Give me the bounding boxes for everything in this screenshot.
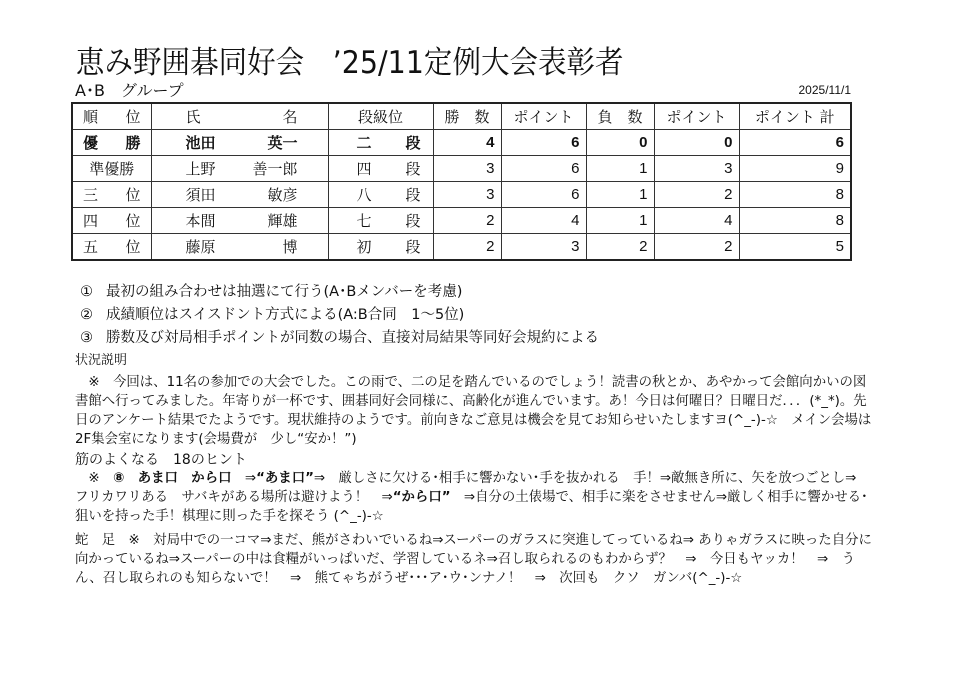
header-name: 氏 名 bbox=[151, 103, 328, 130]
results-table bbox=[71, 102, 852, 261]
name-cell: 本間 輝雄 bbox=[151, 208, 328, 234]
header-dan: 段級位 bbox=[328, 103, 433, 130]
table-row bbox=[72, 208, 851, 234]
loss-points-cell: 3 bbox=[654, 156, 739, 182]
rule-item: ① 最初の組み合わせは抽選にて行う(A･Bメンバーを考慮) bbox=[80, 284, 463, 300]
win-points-cell: 4 bbox=[501, 208, 586, 234]
wins-cell: 2 bbox=[433, 208, 501, 234]
win-points-cell: 6 bbox=[501, 156, 586, 182]
wins-cell: 3 bbox=[433, 156, 501, 182]
name-cell: 池田 英一 bbox=[151, 130, 328, 156]
total-points-cell: 8 bbox=[739, 182, 851, 208]
table-header-row bbox=[72, 103, 851, 130]
table-row bbox=[72, 182, 851, 208]
situation-text: ※ 今回は、11名の参加での大会でした。この雨で、二の足を踏んでいるのでしょう！読書の秋とか、あやかって会館向かいの図書館へ行ってみました。年寄りが一杯です、囲碁同好会同様に、高齢化が進んでいます。あ！今日は何曜日？日曜日だ．．．(*_*)。先日のアンケート結果でたようです。現状維持のようです。前向きなご意見は機会を見てお知らせいたしますヨ(^_-)-☆ メイン会場は2F集会室になります(会場費が 少し“安か！”) bbox=[75, 375, 872, 447]
hint-title: 筋のよくなる 18のヒント bbox=[75, 452, 247, 468]
header-win-points: ポイント bbox=[501, 103, 586, 130]
name-cell: 上野 善一郎 bbox=[151, 156, 328, 182]
total-points-cell: 6 bbox=[739, 130, 851, 156]
postscript-text: 蛇 足 ※ 対局中での一コマ⇒まだ、熊がさわいでいるね⇒スーパーのガラスに突進してっているね⇒ ありゃガラスに映った自分に向かっているね⇒スーパーの中は食糧がいっぱいだ、学習しているネ⇒召し取られるのもわからず？ ⇒ 今日もヤッカ！ ⇒ うん、召し取られのも知らないで！ ⇒ 熊てゃちがうぜ･･･ア･ウ･ンナノ！ ⇒ 次回も クソ ガンバ(^_-)-☆ bbox=[75, 533, 872, 586]
rules-list bbox=[78, 281, 599, 350]
wins-cell: 2 bbox=[433, 234, 501, 261]
dan-cell: 七 段 bbox=[328, 208, 433, 234]
win-points-cell: 6 bbox=[501, 182, 586, 208]
dan-cell: 四 段 bbox=[328, 156, 433, 182]
situation-label: 状況説明 bbox=[75, 353, 128, 368]
loss-points-cell: 2 bbox=[654, 234, 739, 261]
header-losses: 負 数 bbox=[586, 103, 654, 130]
rank-cell: 準優勝 bbox=[72, 156, 151, 182]
rank-cell: 三 位 bbox=[72, 182, 151, 208]
losses-cell: 0 bbox=[586, 130, 654, 156]
header-rank: 順 位 bbox=[72, 103, 151, 130]
total-points-cell: 5 bbox=[739, 234, 851, 261]
dan-cell: 二 段 bbox=[328, 130, 433, 156]
losses-cell: 2 bbox=[586, 234, 654, 261]
wins-cell: 3 bbox=[433, 182, 501, 208]
total-points-cell: 9 bbox=[739, 156, 851, 182]
table-row bbox=[72, 130, 851, 156]
loss-points-cell: 4 bbox=[654, 208, 739, 234]
page-title: 恵み野囲碁同好会 ’25/11定例大会表彰者 bbox=[76, 45, 624, 81]
loss-points-cell: 0 bbox=[654, 130, 739, 156]
event-date: 2025/11/1 bbox=[798, 83, 851, 97]
losses-cell: 1 bbox=[586, 208, 654, 234]
rank-cell: 優 勝 bbox=[72, 130, 151, 156]
rule-item: ② 成績順位はスイスドント方式による(A:B合同 1～5位) bbox=[80, 307, 465, 323]
rank-cell: 五 位 bbox=[72, 234, 151, 261]
name-cell: 藤原 博 bbox=[151, 234, 328, 261]
rank-cell: 四 位 bbox=[72, 208, 151, 234]
header-total-points: ポイント 計 bbox=[739, 103, 851, 130]
loss-points-cell: 2 bbox=[654, 182, 739, 208]
group-label: A･B グループ bbox=[75, 81, 184, 100]
wins-cell: 4 bbox=[433, 130, 501, 156]
header-loss-points: ポイント bbox=[654, 103, 739, 130]
losses-cell: 1 bbox=[586, 156, 654, 182]
dan-cell: 初 段 bbox=[328, 234, 433, 261]
total-points-cell: 8 bbox=[739, 208, 851, 234]
header-wins: 勝 数 bbox=[433, 103, 501, 130]
dan-cell: 八 段 bbox=[328, 182, 433, 208]
win-points-cell: 6 bbox=[501, 130, 586, 156]
name-cell: 須田 敏彦 bbox=[151, 182, 328, 208]
hint-text: ※ ⑧ あま口 から口 ⇒“あま口”⇒ 厳しさに欠ける･相手に響かない･手を抜かれる 手！⇒敵無き所に、矢を放つごとし⇒ フリカワリある サバキがある場所は避けよう！ ⇒“から口” ⇒自分の土俵場で、相手に楽をさせません⇒厳しく相手に響かせる･狙いを持った手！棋理に則った手を探そう (^_-)-☆ bbox=[75, 471, 870, 524]
rule-item: ③ 勝数及び対局相手ポイントが同数の場合、直接対局結果等同好会規約による bbox=[80, 330, 599, 346]
table-row bbox=[72, 234, 851, 261]
losses-cell: 1 bbox=[586, 182, 654, 208]
win-points-cell: 3 bbox=[501, 234, 586, 261]
table-row bbox=[72, 156, 851, 182]
